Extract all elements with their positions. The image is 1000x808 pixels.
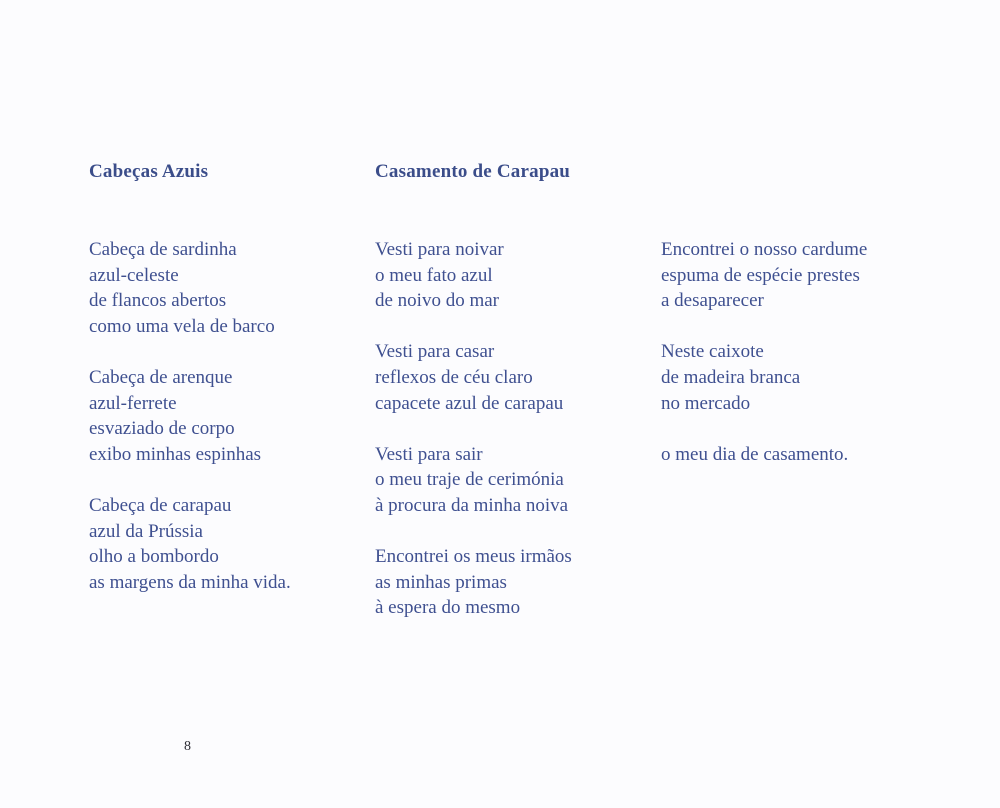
verse-line: azul da Prússia: [89, 520, 203, 542]
verse-line: Cabeça de sardinha: [89, 239, 237, 260]
verse-line: o meu traje de cerimónia: [375, 469, 564, 491]
verse-line: à espera do mesmo: [375, 597, 521, 619]
verse-line: espuma de espécie prestes: [661, 264, 860, 286]
verse-line: de flancos abertos: [89, 290, 227, 312]
verse-line: Cabeça de arenque: [89, 366, 233, 388]
poem-title-cabecas-azuis: Cabeças Azuis: [89, 161, 209, 182]
verse-line: Encontrei o nosso cardume: [661, 239, 868, 260]
stanza: [375, 544, 572, 621]
verse-line: Encontrei os meus irmãos: [375, 546, 572, 568]
verse-line: a desaparecer: [661, 290, 764, 312]
poem-column-1: [89, 237, 291, 621]
verse-line: Vesti para sair: [375, 443, 483, 465]
verse-line: as minhas primas: [375, 571, 507, 593]
stanza: [375, 237, 572, 314]
verse-line: reflexos de céu claro: [375, 366, 533, 388]
verse-line: de madeira branca: [661, 366, 801, 388]
verse-line: Cabeça de carapau: [89, 494, 232, 516]
verse-line: olho a bombordo: [89, 546, 219, 568]
verse-line: azul-ferrete: [89, 392, 177, 414]
poem-column-2: [375, 237, 572, 647]
page-number: 8: [184, 739, 191, 754]
verse-line: de noivo do mar: [375, 290, 500, 312]
verse-line: como uma vela de barco: [89, 315, 275, 337]
verse-line: Vesti para noivar: [375, 239, 504, 260]
verse-line: o meu fato azul: [375, 264, 493, 286]
stanza: [89, 493, 291, 595]
stanza: [375, 442, 572, 519]
verse-line: à procura da minha noiva: [375, 494, 569, 516]
poem-title-casamento-de-carapau: Casamento de Carapau: [375, 161, 571, 182]
verse-line: exibo minhas espinhas: [89, 443, 262, 465]
verse-line: azul-celeste: [89, 264, 179, 286]
stanza: [661, 442, 867, 468]
stanza: [375, 339, 572, 416]
verse-line: o meu dia de casamento.: [661, 443, 849, 465]
verse-line: as margens da minha vida.: [89, 571, 291, 593]
verse-line: no mercado: [661, 392, 751, 414]
poem-column-3: [661, 237, 867, 493]
verse-line: Vesti para casar: [375, 341, 495, 363]
verse-line: esvaziado de corpo: [89, 418, 235, 440]
verse-line: capacete azul de carapau: [375, 392, 564, 414]
stanza: [661, 339, 867, 416]
stanza: [89, 237, 291, 339]
stanza: [661, 237, 867, 314]
stanza: [89, 365, 291, 467]
verse-line: Neste caixote: [661, 341, 764, 363]
